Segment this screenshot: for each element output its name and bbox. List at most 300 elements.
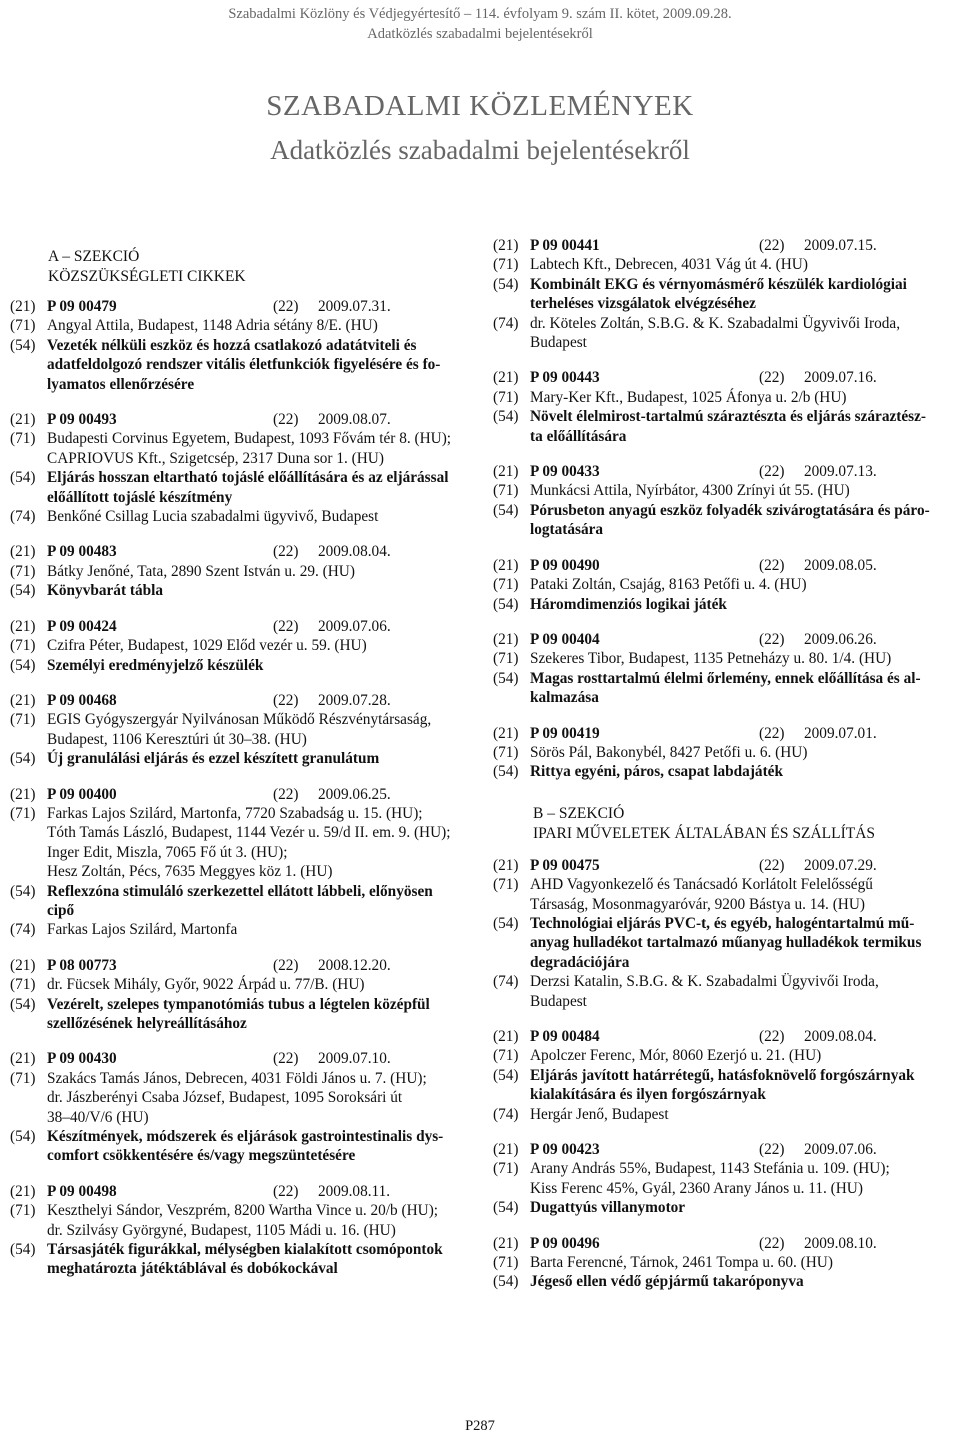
- agent-line-text: Hergár Jenő, Budapest: [530, 1105, 669, 1123]
- applicant-line-text: 38–40/V/6 (HU): [47, 1108, 149, 1126]
- applicant-line: [10, 562, 455, 581]
- patent-entry: [10, 691, 455, 769]
- invention-title-line: [493, 1066, 959, 1085]
- applicant-line-text: Angyal Attila, Budapest, 1148 Adria sétány 8/E. (HU): [47, 317, 378, 335]
- entry-number-line: [493, 462, 959, 481]
- applicant-line-text: EGIS Gyógyszergyár Nyilvánosan Működő Részvénytársaság,: [47, 711, 432, 729]
- entry-number-line: [10, 691, 455, 710]
- code-74: (74): [10, 921, 36, 939]
- applicant-line: [493, 1046, 959, 1065]
- right-entries-list-a: [493, 236, 959, 782]
- invention-title-line: [493, 407, 959, 426]
- filing-date: 2009.07.06.: [318, 617, 391, 635]
- code-74: (74): [493, 314, 519, 332]
- applicant-line-text: dr. Szilvásy Györgyné, Budapest, 1105 Mádi u. 16. (HU): [47, 1221, 396, 1239]
- invention-title-line-text: Növelt élelmirost-tartalmú száraztészta és eljárás száraztész-: [530, 408, 926, 426]
- applicant-line-text: Inger Edit, Miszla, 7065 Fő út 3. (HU);: [47, 843, 288, 861]
- invention-title-line: [493, 1198, 959, 1217]
- code-22: (22): [273, 543, 299, 561]
- code-21: (21): [10, 785, 36, 803]
- filing-date: 2009.08.04.: [804, 1028, 877, 1045]
- invention-title-line: [10, 336, 455, 355]
- code-54: [10, 1014, 47, 1033]
- code-21: (21): [10, 411, 36, 429]
- code-54: [10, 1259, 47, 1278]
- code-21: (21): [10, 1050, 36, 1068]
- applicant-line: [493, 575, 959, 594]
- code-71: (71): [10, 1202, 36, 1220]
- invention-title-line: [10, 488, 455, 507]
- code-54: [493, 1085, 530, 1104]
- code-71: [10, 449, 47, 468]
- applicant-line: [493, 895, 959, 914]
- filing-date: 2009.07.10.: [318, 1050, 391, 1068]
- code-71: (71): [10, 637, 36, 655]
- invention-title-line-text: Vezeték nélküli eszköz és hozzá csatlakozó adatátviteli és: [47, 336, 417, 354]
- code-22: (22): [759, 237, 785, 254]
- left-column: [10, 236, 455, 1295]
- invention-title-line-text: szellőzésének helyreállításához: [47, 1015, 247, 1032]
- page-title-block: [0, 88, 960, 168]
- code-22: (22): [273, 411, 299, 429]
- code-22: (22): [759, 369, 785, 387]
- running-head: [0, 4, 960, 44]
- invention-title-line-text: logtatására: [530, 521, 604, 539]
- applicant-line-text: Társaság, Mosonmagyaróvár, 9200 Bástya u. 14. (HU): [530, 895, 865, 913]
- invention-title-line: [10, 901, 455, 920]
- application-number: P 09 00493: [47, 411, 117, 429]
- invention-title-line-text: Pórusbeton anyagú eszköz folyadék szivárogtatására és páro-: [530, 501, 930, 519]
- code-74: (74): [493, 973, 519, 991]
- filing-date: 2008.12.20.: [318, 956, 391, 974]
- invention-title-line-text: terheléses vizsgálatok elvégzéséhez: [530, 295, 756, 313]
- code-54: (54): [493, 1273, 519, 1291]
- application-number: P 09 00479: [47, 298, 117, 315]
- code-71: (71): [10, 1069, 36, 1087]
- entry-number-date: [47, 1182, 455, 1201]
- code-22: (22): [759, 1234, 785, 1252]
- applicant-line-text: Pataki Zoltán, Csajág, 8163 Petőfi u. 4. (HU): [530, 576, 807, 594]
- code-54: [493, 427, 530, 446]
- filing-date: 2009.08.11.: [318, 1182, 391, 1200]
- applicant-line: [10, 975, 455, 994]
- application-number: P 09 00400: [47, 785, 117, 803]
- applicant-line: [493, 388, 959, 407]
- patent-entry: [493, 462, 959, 540]
- patent-entry: [10, 617, 455, 675]
- code-22: (22): [759, 1028, 785, 1045]
- application-number: P 09 00424: [47, 617, 117, 635]
- code-71: [10, 823, 47, 842]
- page-subtitle: Adatközlés szabadalmi bejelentésekről: [270, 135, 690, 165]
- invention-title-line-text: Rittya egyéni, páros, csapat labdajáték: [530, 763, 783, 781]
- application-number: P 09 00490: [530, 556, 600, 574]
- applicant-line: [10, 730, 455, 749]
- entry-number-line: [10, 1049, 455, 1068]
- code-54: (54): [10, 1241, 36, 1259]
- invention-title-line-text: Technológiai eljárás PVC-t, és egyéb, halogéntartalmú mű-: [530, 914, 915, 932]
- code-22: (22): [759, 1141, 785, 1159]
- application-number: P 09 00484: [530, 1028, 600, 1045]
- entry-number-date: [47, 410, 455, 429]
- filing-date: 2009.07.29.: [804, 856, 877, 874]
- applicant-line-text: Keszthelyi Sándor, Veszprém, 8200 Wartha Vince u. 20/b (HU);: [47, 1202, 439, 1220]
- code-22: (22): [273, 617, 299, 635]
- invention-title-line-text: Jégeső ellen védő gépjármű takaróponyva: [530, 1273, 804, 1291]
- invention-title-line: [493, 595, 959, 614]
- code-54: (54): [10, 750, 36, 768]
- code-54: (54): [10, 336, 36, 354]
- entry-number-line: [493, 556, 959, 575]
- code-54: (54): [493, 408, 519, 426]
- entry-number-line: [10, 1182, 455, 1201]
- code-21: (21): [10, 956, 36, 974]
- patent-entry: [10, 1182, 455, 1279]
- code-54: [493, 294, 530, 313]
- code-54: (54): [10, 882, 36, 900]
- patent-entry: [10, 1049, 455, 1165]
- invention-title-line: [493, 914, 959, 933]
- agent-line-text: Derzsi Katalin, S.B.G. & K. Szabadalmi Ügyvivői Iroda,: [530, 973, 879, 991]
- applicant-line-text: Farkas Lajos Szilárd, Martonfa, 7720 Szabadság u. 15. (HU);: [47, 804, 423, 822]
- applicant-line-text: Czifra Péter, Budapest, 1029 Előd vezér u. 59. (HU): [47, 637, 367, 655]
- invention-title-line: [493, 501, 959, 520]
- applicant-line-text: Barta Ferencné, Tárnok, 2461 Tompa u. 60. (HU): [530, 1254, 833, 1272]
- applicant-line-text: Mary-Ker Kft., Budapest, 1025 Áfonya u. 2/b (HU): [530, 388, 847, 406]
- code-54: [10, 901, 47, 920]
- code-54: [10, 375, 47, 394]
- invention-title-line-text: lyamatos ellenőrzésére: [47, 375, 195, 393]
- code-74: [493, 992, 530, 1011]
- code-71: (71): [493, 1047, 519, 1065]
- code-74: (74): [493, 1105, 519, 1123]
- application-number: P 09 00441: [530, 237, 600, 254]
- applicant-line-text: dr. Jászberényi Csaba József, Budapest, 1095 Soroksári út: [47, 1089, 403, 1107]
- filing-date: 2009.08.07.: [318, 411, 391, 429]
- agent-line-text: dr. Köteles Zoltán, S.B.G. & K. Szabadalmi Ügyvivői Iroda,: [530, 314, 901, 332]
- section-b-name: IPARI MŰVELETEK ÁLTALÁBAN ÉS SZÁLLÍTÁS: [533, 824, 876, 842]
- filing-date: 2009.07.15.: [804, 237, 877, 254]
- patent-entry: [493, 236, 959, 352]
- invention-title-line: [493, 688, 959, 707]
- invention-title-line-text: degradációjára: [530, 953, 630, 971]
- invention-title-line: [10, 1127, 455, 1146]
- code-21: (21): [10, 1182, 36, 1200]
- application-number: P 09 00496: [530, 1234, 600, 1252]
- code-54: [10, 1146, 47, 1165]
- applicant-line: [493, 649, 959, 668]
- application-number: P 09 00430: [47, 1050, 117, 1068]
- entry-number-date: [47, 1049, 455, 1068]
- invention-title-line: [10, 581, 455, 600]
- code-71: (71): [493, 388, 519, 406]
- patent-entry: [493, 724, 959, 782]
- entry-number-line: [493, 724, 959, 743]
- filing-date: 2009.07.01.: [804, 724, 877, 742]
- section-a-letter: A – SZEKCIÓ: [48, 248, 140, 265]
- code-21: (21): [493, 1141, 519, 1159]
- invention-title-line: [493, 933, 959, 952]
- entry-number-line: [10, 785, 455, 804]
- code-71: (71): [10, 711, 36, 729]
- entry-number-date: [530, 856, 959, 875]
- agent-line-text: Benkőné Csillag Lucia szabadalmi ügyvivő, Budapest: [47, 508, 379, 526]
- application-number: P 09 00433: [530, 463, 600, 481]
- application-number: P 09 00475: [530, 856, 600, 874]
- code-54: (54): [10, 582, 36, 600]
- code-71: (71): [493, 1254, 519, 1272]
- invention-title-line: [10, 375, 455, 394]
- invention-title-line-text: Készítmények, módszerek és eljárások gastrointestinalis dys-: [47, 1128, 444, 1146]
- code-71: (71): [10, 562, 36, 580]
- applicant-line-text: Labtech Kft., Debrecen, 4031 Vág út 4. (HU): [530, 256, 808, 274]
- invention-title-line-text: meghatározta játéktáblával és dobókockával: [47, 1260, 338, 1278]
- entry-number-date: [47, 785, 455, 804]
- entry-number-line: [10, 410, 455, 429]
- patent-entry: [10, 297, 455, 394]
- invention-title-line: [493, 520, 959, 539]
- invention-title-line-text: adatfeldolgozó rendszer vitális életfunkciók figyelésére és fo-: [47, 356, 441, 374]
- section-b-letter: B – SZEKCIÓ: [533, 804, 625, 822]
- applicant-line: [10, 843, 455, 862]
- invention-title-line: [10, 1014, 455, 1033]
- invention-title-line-text: Magas rosttartalmú élelmi őrlemény, ennek előállítása és al-: [530, 669, 921, 687]
- code-71: (71): [10, 804, 36, 822]
- applicant-line-text: Tóth Tamás László, Budapest, 1144 Vezér u. 59/d II. em. 9. (HU);: [47, 824, 451, 842]
- applicant-line-text: Bátky Jenőné, Tata, 2890 Szent István u. 29. (HU): [47, 562, 355, 580]
- code-54: (54): [493, 763, 519, 781]
- running-head-section: Adatközlés szabadalmi bejelentésekről: [367, 26, 593, 42]
- applicant-line-text: Budapesti Corvinus Egyetem, Budapest, 1093 Fővám tér 8. (HU);: [47, 430, 452, 448]
- invention-title-line: [10, 468, 455, 487]
- patent-entry: [493, 1140, 959, 1218]
- entry-number-date: [530, 1234, 959, 1253]
- application-number: P 09 00498: [47, 1182, 117, 1200]
- invention-title-line: [493, 275, 959, 294]
- code-71: (71): [10, 317, 36, 335]
- invention-title-line: [493, 294, 959, 313]
- code-71: [493, 1179, 530, 1198]
- application-number: P 09 00483: [47, 543, 117, 561]
- code-71: (71): [10, 430, 36, 448]
- entry-number-date: [47, 542, 455, 561]
- patent-entry: [493, 556, 959, 614]
- entry-number-date: [530, 1140, 959, 1159]
- invention-title-line-text: előállított tojáslé készítmény: [47, 488, 233, 506]
- invention-title-line: [10, 995, 455, 1014]
- application-number: P 09 00419: [530, 724, 600, 742]
- applicant-line: [493, 1179, 959, 1198]
- invention-title-line-text: Eljárás javított határrétegű, hatásfoknövelő forgószárnyak: [530, 1066, 915, 1084]
- code-54: [10, 488, 47, 507]
- entry-number-line: [493, 1027, 959, 1046]
- filing-date: 2009.07.28.: [318, 691, 391, 709]
- invention-title-line-text: Személyi eredményjelző készülék: [47, 656, 264, 674]
- patent-entry: [493, 368, 959, 446]
- application-number: P 08 00773: [47, 956, 117, 974]
- entry-number-date: [47, 297, 455, 316]
- code-21: (21): [493, 856, 519, 874]
- agent-line: [10, 920, 455, 939]
- code-71: [10, 1108, 47, 1127]
- invention-title-line-text: cipő: [47, 901, 75, 919]
- invention-title-line: [493, 953, 959, 972]
- invention-title-line: [10, 355, 455, 374]
- applicant-line: [493, 743, 959, 762]
- code-21: (21): [493, 463, 519, 481]
- code-21: (21): [10, 543, 36, 561]
- invention-title-line: [493, 427, 959, 446]
- code-21: (21): [493, 237, 519, 254]
- invention-title-line-text: comfort csökkentésére és/vagy megszüntetésére: [47, 1147, 356, 1165]
- code-71: (71): [493, 876, 519, 894]
- filing-date: 2009.07.31.: [318, 298, 391, 315]
- entry-number-date: [530, 630, 959, 649]
- code-54: (54): [493, 595, 519, 613]
- section-b-heading: [493, 804, 959, 844]
- applicant-line-text: dr. Fücsek Mihály, Győr, 9022 Árpád u. 77/B. (HU): [47, 976, 365, 994]
- patent-entry: [10, 542, 455, 600]
- applicant-line: [10, 449, 455, 468]
- code-54: (54): [493, 669, 519, 687]
- applicant-line-text: Sörös Pál, Bakonybél, 8427 Petőfi u. 6. (HU): [530, 743, 808, 761]
- patent-entry: [493, 1234, 959, 1292]
- code-71: (71): [493, 256, 519, 274]
- agent-line: [10, 507, 455, 526]
- code-21: (21): [10, 298, 36, 315]
- code-21: (21): [493, 1028, 519, 1045]
- applicant-line: [493, 255, 959, 274]
- agent-line: [493, 333, 959, 352]
- code-54: [10, 355, 47, 374]
- invention-title-line-text: Dugattyús villanymotor: [530, 1199, 686, 1217]
- invention-title-line: [10, 1146, 455, 1165]
- applicant-line: [493, 875, 959, 894]
- code-54: [493, 520, 530, 539]
- patent-entry: [10, 410, 455, 526]
- applicant-line: [493, 481, 959, 500]
- code-21: (21): [493, 630, 519, 648]
- code-22: (22): [273, 1182, 299, 1200]
- code-54: (54): [493, 501, 519, 519]
- applicant-line: [10, 429, 455, 448]
- code-71: (71): [10, 976, 36, 994]
- applicant-line: [10, 862, 455, 881]
- entry-number-line: [493, 236, 959, 255]
- code-54: (54): [10, 469, 36, 487]
- invention-title-line-text: Vezérelt, szelepes tympanotómiás tubus a légtelen középfül: [47, 995, 430, 1013]
- applicant-line: [10, 804, 455, 823]
- code-74: (74): [10, 508, 36, 526]
- code-21: (21): [10, 691, 36, 709]
- entry-number-date: [530, 368, 959, 387]
- agent-line-text: Farkas Lajos Szilárd, Martonfa: [47, 921, 238, 939]
- applicant-line-text: Szakács Tamás János, Debrecen, 4031 Földi János u. 7. (HU);: [47, 1069, 427, 1087]
- entry-number-date: [47, 956, 455, 975]
- entry-number-date: [47, 691, 455, 710]
- applicant-line: [10, 1088, 455, 1107]
- entry-number-line: [493, 630, 959, 649]
- invention-title-line: [10, 882, 455, 901]
- invention-title-line: [493, 669, 959, 688]
- applicant-line: [10, 1201, 455, 1220]
- applicant-line-text: Arany András 55%, Budapest, 1143 Stefánia u. 109. (HU);: [530, 1160, 890, 1178]
- agent-line: [493, 1105, 959, 1124]
- code-54: (54): [493, 914, 519, 932]
- agent-line: [493, 314, 959, 333]
- code-54: (54): [493, 1199, 519, 1217]
- entry-number-line: [10, 542, 455, 561]
- page-number: P287: [465, 1418, 495, 1434]
- code-21: (21): [493, 556, 519, 574]
- entry-number-date: [530, 236, 959, 255]
- agent-line-text: Budapest: [530, 992, 587, 1010]
- code-71: (71): [493, 1160, 519, 1178]
- code-54: [493, 953, 530, 972]
- section-a-name: KÖZSZÜKSÉGLETI CIKKEK: [48, 268, 246, 285]
- code-22: (22): [759, 630, 785, 648]
- applicant-line: [10, 710, 455, 729]
- invention-title-line: [493, 762, 959, 781]
- filing-date: 2009.08.05.: [804, 556, 877, 574]
- patent-entry: [10, 785, 455, 940]
- invention-title-line-text: Háromdimenziós logikai játék: [530, 595, 727, 613]
- code-71: [10, 730, 47, 749]
- entry-number-line: [493, 856, 959, 875]
- code-21: (21): [493, 724, 519, 742]
- invention-title-line-text: Eljárás hosszan eltartható tojáslé előállítására és az eljárással: [47, 469, 449, 487]
- code-22: (22): [273, 691, 299, 709]
- filing-date: 2009.06.25.: [318, 785, 391, 803]
- section-a-heading: [10, 247, 455, 287]
- code-71: [10, 1088, 47, 1107]
- invention-title-line-text: kalmazása: [530, 689, 599, 707]
- applicant-line: [493, 1253, 959, 1272]
- application-number: P 09 00468: [47, 691, 117, 709]
- applicant-line-text: Szekeres Tibor, Budapest, 1135 Petneházy u. 80. 1/4. (HU): [530, 650, 892, 668]
- left-entries-list: [10, 297, 455, 1279]
- code-22: (22): [273, 298, 299, 315]
- invention-title-line-text: ta előállítására: [530, 427, 627, 445]
- invention-title-line-text: Reflexzóna stimuláló szerkezettel ellátott lábbeli, előnyösen: [47, 882, 433, 900]
- code-54: (54): [10, 1128, 36, 1146]
- applicant-line: [493, 1159, 959, 1178]
- code-71: (71): [493, 576, 519, 594]
- applicant-line-text: Budapest, 1106 Keresztúri út 30–38. (HU): [47, 730, 307, 748]
- invention-title-line-text: Könyvbarát tábla: [47, 582, 164, 600]
- code-21: (21): [10, 617, 36, 635]
- filing-date: 2009.07.13.: [804, 463, 877, 481]
- entry-number-date: [47, 617, 455, 636]
- entry-number-date: [530, 556, 959, 575]
- application-number: P 09 00423: [530, 1141, 600, 1159]
- page-title: SZABADALMI KÖZLEMÉNYEK: [266, 90, 694, 122]
- applicant-line-text: Munkácsi Attila, Nyírbátor, 4300 Zrínyi út 55. (HU): [530, 482, 850, 500]
- code-22: (22): [759, 463, 785, 481]
- filing-date: 2009.08.04.: [318, 543, 391, 561]
- invention-title-line-text: Kombinált EKG és vérnyomásmérő készülék kardiológiai: [530, 275, 907, 293]
- code-54: (54): [493, 1066, 519, 1084]
- applicant-line: [10, 1069, 455, 1088]
- agent-line-text: Budapest: [530, 334, 587, 352]
- applicant-line-text: Hesz Zoltán, Pécs, 7635 Meggyes köz 1. (HU): [47, 863, 333, 881]
- code-71: [10, 862, 47, 881]
- code-22: (22): [759, 724, 785, 742]
- filing-date: 2009.07.06.: [804, 1141, 877, 1159]
- code-54: [493, 933, 530, 952]
- invention-title-line-text: Társasjáték figurákkal, mélységben kialakított csomópontok: [47, 1241, 443, 1259]
- entry-number-line: [10, 297, 455, 316]
